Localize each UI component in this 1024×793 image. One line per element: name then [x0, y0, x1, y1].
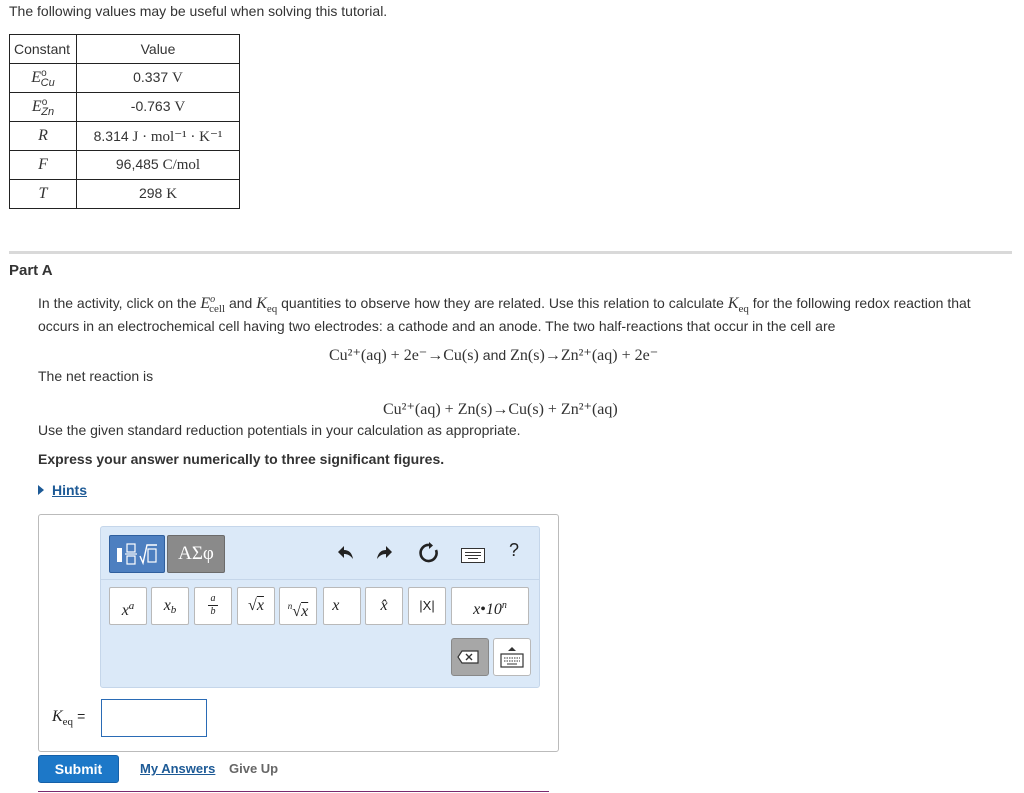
- table-header-row: [10, 35, 240, 64]
- my-answers-link[interactable]: My Answers: [140, 761, 216, 776]
- nth-root-button[interactable]: $^n$√x: [279, 587, 317, 625]
- vector-button[interactable]: x⃗: [323, 587, 361, 625]
- constant-symbol: $E^o_{Zn}$: [10, 93, 77, 122]
- table-row: [10, 122, 240, 151]
- templates-button[interactable]: [109, 535, 165, 573]
- math-editor-toolbar: [100, 526, 540, 688]
- keq-answer-input[interactable]: [101, 699, 207, 737]
- header-constant: Constant: [10, 35, 77, 64]
- header-value: Value: [77, 35, 240, 64]
- half-reactions: Cu²⁺(aq) + 2e⁻→Cu(s) and Zn(s)→Zn²⁺(aq) + 2e⁻: [329, 347, 659, 364]
- bottom-divider: [38, 791, 549, 792]
- keq-label: $K_{eq}$ =: [52, 708, 86, 728]
- activity-paragraph: In the activity, click on the $E^o_{cell}$ and $K_{eq}$ quantities to observe how they are related. Use this relation to calculate $K_{eq}$ for the following redox reaction that occurs in an electrochemical cell having two electrodes: a cathode and an anode. The two half-reactions that occur in the cell are: [38, 294, 971, 334]
- reset-icon[interactable]: [417, 541, 441, 565]
- subscript-button[interactable]: xb: [151, 587, 189, 625]
- constant-symbol: R: [10, 122, 77, 151]
- unit-vector-button[interactable]: x̂: [365, 587, 403, 625]
- undo-icon[interactable]: [333, 541, 357, 565]
- editor-top-row: [101, 527, 539, 579]
- table-row: [10, 180, 240, 209]
- table-row: [10, 151, 240, 180]
- backspace-icon: [452, 639, 488, 675]
- help-button[interactable]: ?: [509, 540, 520, 560]
- net-reaction: Cu²⁺(aq) + Zn(s)→Cu(s) + Zn²⁺(aq): [383, 401, 618, 418]
- keyboard-icon: [494, 639, 530, 675]
- keyboard-shortcuts-icon[interactable]: [461, 548, 485, 563]
- table-row: [10, 64, 240, 93]
- part-title: Part A: [9, 262, 53, 279]
- net-reaction-label: The net reaction is: [38, 368, 154, 384]
- absolute-value-button[interactable]: |X|: [408, 587, 446, 625]
- half-reaction-cathode: Cu²⁺(aq) + 2e⁻→Cu(s): [329, 347, 479, 364]
- half-reaction-anode: Zn(s)→Zn²⁺(aq) + 2e⁻: [510, 347, 659, 364]
- constant-value: 96,485 C/mol: [77, 151, 240, 180]
- constant-value: 0.337 V: [77, 64, 240, 93]
- submit-button[interactable]: Submit: [38, 755, 119, 783]
- express-instruction: Express your answer numerically to three significant figures.: [38, 451, 445, 467]
- table-row: [10, 93, 240, 122]
- intro-text: The following values may be useful when solving this tutorial.: [9, 3, 388, 19]
- scientific-notation-button[interactable]: x•10$^n$: [451, 587, 529, 625]
- virtual-keyboard-button[interactable]: [493, 638, 531, 676]
- delete-button[interactable]: [451, 638, 489, 676]
- hints-link[interactable]: Hints: [38, 482, 87, 498]
- section-divider: [9, 251, 1012, 254]
- greek-symbols-button[interactable]: ΑΣφ: [167, 535, 225, 573]
- superscript-button[interactable]: $x^a$: [109, 587, 147, 625]
- constant-value: -0.763 V: [77, 93, 240, 122]
- editor-divider: [101, 579, 539, 580]
- expand-triangle-icon: [38, 485, 44, 495]
- keq-quantity: $K_{eq}$: [256, 295, 278, 315]
- square-root-button[interactable]: √x: [237, 587, 275, 625]
- ecell-quantity: $E^o_{cell}$: [200, 294, 226, 315]
- instruction-text: Use the given standard reduction potentials in your calculation as appropriate.: [38, 422, 521, 438]
- constant-value: 8.314 J · mol⁻¹ · K⁻¹: [77, 122, 240, 151]
- keq-quantity: $K_{eq}$: [727, 295, 749, 315]
- give-up-link[interactable]: Give Up: [229, 761, 279, 776]
- constant-symbol: F: [10, 151, 77, 180]
- constants-table: [9, 34, 240, 209]
- constant-symbol: T: [10, 180, 77, 209]
- redo-icon[interactable]: [373, 541, 397, 565]
- fraction-button[interactable]: a b: [194, 587, 232, 625]
- templates-icon: [110, 536, 164, 572]
- constant-symbol: $E^o_{Cu}$: [10, 64, 77, 93]
- constant-value: 298 K: [77, 180, 240, 209]
